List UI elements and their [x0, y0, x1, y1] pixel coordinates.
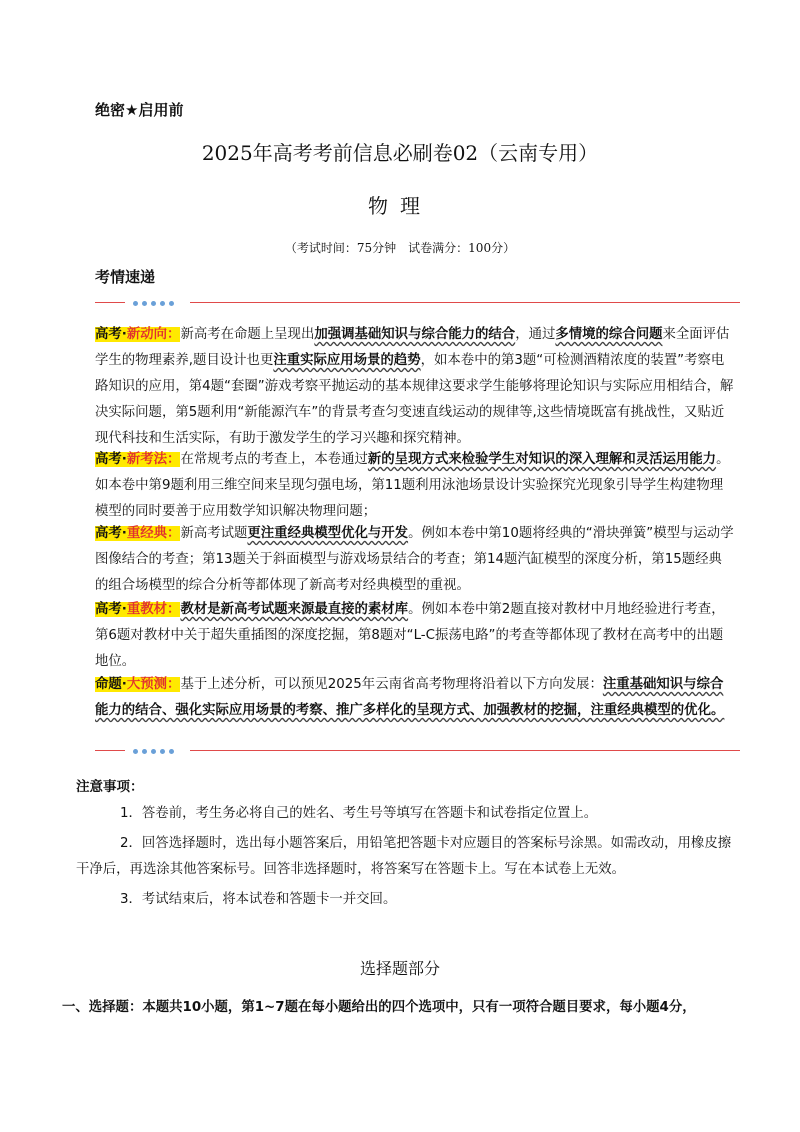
analysis-heading: 考情速递	[95, 268, 156, 286]
analysis-paragraph-new-method: 高考·新考法：在常规考点的考查上，本卷通过新的呈现方式来检验学生对知识的深入理解和灵活运用能力。如本卷中第9题利用三维空间来呈现匀强电场，第11题利用泳池场景设计实验探究光现象引导学生构建物理模型的同时要善于应用数学知识解决物理问题；	[95, 452, 730, 519]
confidential-label: 绝密★启用前	[95, 101, 184, 119]
analysis-paragraph-prediction: 命题·大预测：基于上述分析，可以预见2025年云南省高考物理将沿着以下方向发展：注重基础知识与综合能力的结合、强化实际应用场景的考察、推广多样化的呈现方式、加强教材的挖掘，注重经典模型的优化。	[95, 677, 725, 718]
tag-new-trend: 高考·新动向：	[95, 327, 181, 342]
notice-list	[76, 801, 736, 913]
notice-item: 1．答卷前，考生务必将自己的姓名、考生号等填写在答题卡和试卷指定位置上。	[120, 806, 598, 821]
divider-bottom	[95, 744, 740, 758]
tag-classic: 高考·重经典：	[95, 526, 181, 541]
analysis-paragraph-textbook: 高考·重教材：教材是新高考试题来源最直接的素材库。例如本卷中第2题直接对教材中月地经验进行考查，第6题对教材中关于超失重插图的深度挖掘，第8题对“L-C振荡电路”的考查等都体现了教材在高考中的出题地位。	[95, 602, 725, 669]
divider-top	[95, 296, 740, 310]
question-instructions: 一、选择题：本题共10小题，第1~7题在每小题给出的四个选项中，只有一项符合题目要求，每小题4分，	[62, 1000, 696, 1015]
notice-heading: 注意事项：	[76, 779, 144, 795]
tag-textbook: 高考·重教材：	[95, 602, 181, 617]
analysis-paragraph-new-trend: 高考·新动向：新高考在命题上呈现出加强调基础知识与综合能力的结合，通过多情境的综合问题来全面评估学生的物理素养,题目设计也更注重实际应用场景的趋势，如本卷中的第3题“可检测酒精浓度的装置”考察电路知识的应用，第4题“套圈”游戏考察平抛运动的基本规律这要求学生能够将理论知识与实际应用相结合，解决实际问题，第5题利用“新能源汽车”的背景考查匀变速直线运动的规律等,这些情境既富有挑战性，又贴近现代科技和生活实际，有助于激发学生的学习兴趣和探究精神。	[95, 327, 734, 446]
section-title-choice: 选择题部分	[359, 959, 440, 978]
subject-title: 物理	[368, 194, 432, 218]
notice-item: 2．回答选择题时，选出每小题答案后，用铅笔把答题卡对应题目的答案标号涂黑。如需改动，用橡皮擦干净后，再选涂其他答案标号。回答非选择题时，将答案写在答题卡上。写在本试卷上无效。	[76, 836, 732, 877]
analysis-paragraph-classic: 高考·重经典：新高考试题更注重经典模型优化与开发。例如本卷中第10题将经典的“滑块弹簧”模型与运动学图像结合的考查；第13题关于斜面模型与游戏场景结合的考查；第14题汽缸模型的深度分析，第15题经典的组合场模型的综合分析等都体现了新高考对经典模型的重视。	[95, 526, 734, 593]
notice-item: 3．考试结束后，将本试卷和答题卡一并交回。	[120, 892, 397, 907]
tag-new-method: 高考·新考法：	[95, 452, 181, 467]
exam-info: （考试时间：75分钟 试卷满分：100分）	[284, 241, 516, 255]
paper-title: 2025年高考考前信息必刷卷02（云南专用）	[201, 141, 599, 165]
tag-prediction: 命题·大预测：	[95, 677, 181, 692]
